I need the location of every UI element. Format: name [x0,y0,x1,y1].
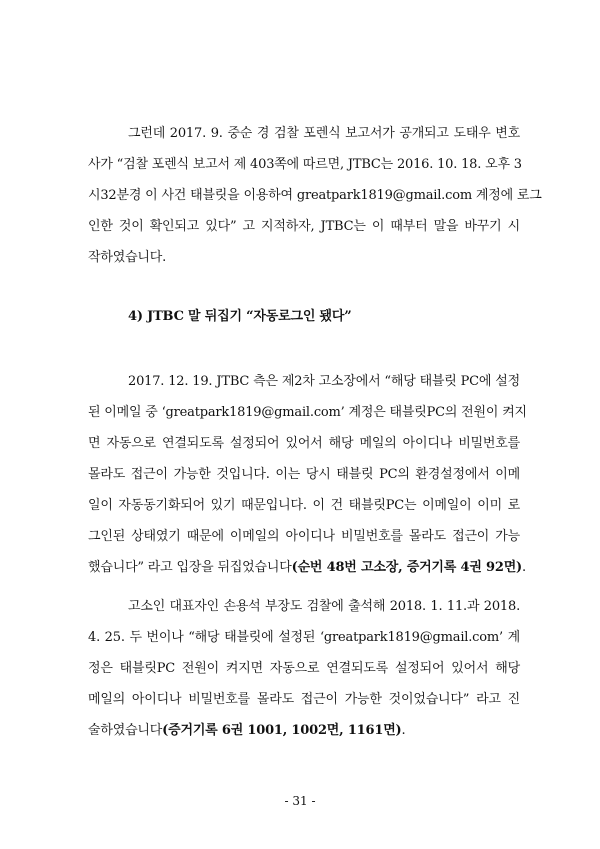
citation-bold: (순번 48번 고소장, 증거기록 4권 92면) [291,560,523,575]
citation-bold: (증거기록 6권 1001, 1002면, 1161면) [162,723,402,738]
text-line: 그런데 2017. 9. 중순 경 검찰 포렌식 보고서가 공개되고 도태우 변호 [128,126,520,141]
text-line [88,552,526,583]
text-line: 그인된 상태였기 때문에 이메일의 아이디나 비밀번호를 몰라도 접근이 가능 [88,529,520,544]
text-span: . [522,560,526,575]
text-line [88,715,520,746]
paragraph-3 [88,591,520,746]
text-line: 일이 자동동기화되어 있기 때문입니다. 이 건 태블릿PC는 이메일이 이미 로 [88,498,520,513]
paragraph-2 [88,366,527,583]
paragraph-1 [88,118,542,273]
text-span: 했습니다” 라고 입장을 뒤집었습니다 [88,560,292,575]
text-line: 사가 “검찰 포렌식 보고서 제 403쪽에 따르면, JTBC는 2016. 10. 18. 오후 3 [88,157,522,172]
section-heading: 4) JTBC 말 뒤집기 “자동로그인 됐다” [128,309,352,324]
text-line: 인한 것이 확인되고 있다” 고 지적하자, JTBC는 이 때부터 말을 바꾸기 시 [88,219,520,234]
page-number: - 31 - [284,794,316,808]
text-line: 메일의 아이디나 비밀번호를 몰라도 접근이 가능한 것이었습니다” 라고 진 [88,692,520,707]
text-span: 술하였습니다 [88,723,163,738]
text-span: . [401,723,406,738]
text-line: 몰라도 접근이 가능한 것입니다. 이는 당시 태블릿 PC의 환경설정에서 이메 [88,467,520,482]
text-line: 된 이메일 중 ‘greatpark1819@gmail.com’ 계정은 태블릿PC의 전원이 켜지 [88,405,527,420]
text-line: 2017. 12. 19. JTBC 측은 제2차 고소장에서 “해당 태블릿 PC에 설정 [128,374,520,389]
text-line: 4. 25. 두 번이나 “해당 태블릿에 설정된 ‘greatpark1819@gmail.com’ 계 [88,630,520,645]
text-line: 시32분경 이 사건 태블릿을 이용하여 greatpark1819@gmail.com 계정에 로그 [88,188,542,203]
text-line: 고소인 대표자인 손용석 부장도 검찰에 출석해 2018. 1. 11.과 2018. [128,599,520,614]
text-line: 면 자동으로 연결되도록 설정되어 있어서 해당 메일의 아이디나 비밀번호를 [88,436,520,451]
text-line: 정은 태블릿PC 전원이 켜지면 자동으로 연결되도록 설정되어 있어서 해당 [88,661,520,676]
text-line: 작하였습니다. [88,250,167,265]
